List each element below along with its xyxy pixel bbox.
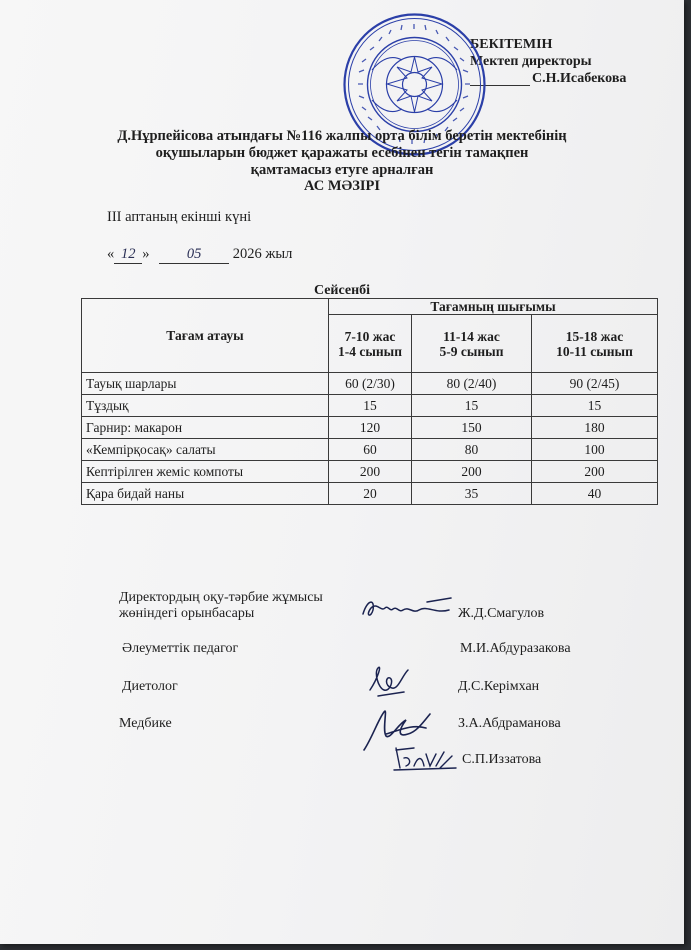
- dish-name: Гарнир: макарон: [82, 417, 329, 439]
- signatory-role-2: Әлеуметтік педагог: [122, 641, 239, 656]
- portion-value: 200: [329, 461, 412, 483]
- table-row: [82, 395, 658, 417]
- table-header-row: [82, 299, 658, 315]
- dish-name: «Кемпірқосақ» салаты: [82, 439, 329, 461]
- portion-value: 200: [412, 461, 532, 483]
- title-line-3: қамтамасыз етуге арналған: [250, 162, 434, 178]
- header-dish-name: Тағам атауы: [82, 299, 329, 373]
- header-age-group-2: 11-14 жас 5-9 сынып: [412, 315, 532, 373]
- week-label: ІІІ аптаның екінші күні: [107, 209, 252, 225]
- header-age-group-3: 15-18 жас 10-11 сынып: [532, 315, 658, 373]
- portion-value: 60: [329, 439, 412, 461]
- signatory-role-1-cont: жөніндегі орынбасары: [119, 606, 255, 621]
- title-line-4: АС МӘЗІРІ: [303, 178, 381, 194]
- signatory-role-3: Диетолог: [122, 679, 178, 694]
- date-line: « 12 » 05 2026 жыл: [107, 246, 293, 262]
- portion-value: 100: [532, 439, 658, 461]
- table-row: [82, 417, 658, 439]
- weekday: Сейсенбі: [313, 283, 371, 298]
- portion-value: 60 (2/30): [329, 373, 412, 395]
- signatory-role-4: Медбике: [119, 716, 172, 731]
- signatory-name-2: М.И.Абдуразакова: [460, 641, 571, 656]
- table-row: [82, 373, 658, 395]
- date-month: 05: [159, 246, 229, 264]
- header-portion-yield: Тағамның шығымы: [329, 299, 658, 315]
- portion-value: 20: [329, 483, 412, 505]
- portion-value: 80 (2/40): [412, 373, 532, 395]
- portion-value: 200: [532, 461, 658, 483]
- portion-value: 80: [412, 439, 532, 461]
- signatory-name-4: З.А.Абдраманова: [458, 716, 561, 731]
- table-row: [82, 439, 658, 461]
- portion-value: 150: [412, 417, 532, 439]
- title-line-1: Д.Нұрпейісова атындағы №116 жалпы орта білім беретін мектебінің: [117, 128, 567, 144]
- signatory-name-5: С.П.Иззатова: [462, 752, 542, 767]
- date-year: 2026 жыл: [232, 246, 293, 262]
- signature-smagulov: [357, 590, 457, 626]
- portion-value: 180: [532, 417, 658, 439]
- table-row: [82, 461, 658, 483]
- dish-name: Қара бидай наны: [82, 483, 329, 505]
- date-day: 12: [114, 246, 142, 264]
- portion-value: 15: [532, 395, 658, 417]
- signatory-name-3: Д.С.Керімхан: [458, 679, 540, 694]
- dish-name: Кептірілген жеміс компоты: [82, 461, 329, 483]
- table-row: [82, 483, 658, 505]
- signatory-role-1: Директордың оқу-тәрбие жұмысы: [119, 590, 323, 605]
- approval-director-name: С.Н.Исабекова: [532, 71, 627, 86]
- signatory-name-1: Ж.Д.Смагулов: [458, 606, 545, 621]
- signature-izzatova: [390, 742, 460, 774]
- title-line-2: оқушыларын бюджет қаражаты есебінен тегін тамақпен: [155, 145, 529, 161]
- portion-value: 15: [412, 395, 532, 417]
- menu-table: [81, 298, 658, 505]
- portion-value: 15: [329, 395, 412, 417]
- dish-name: Тауық шарлары: [82, 373, 329, 395]
- portion-value: 40: [532, 483, 658, 505]
- approval-label: БЕКІТЕМІН: [470, 37, 553, 52]
- portion-value: 90 (2/45): [532, 373, 658, 395]
- dish-name: Тұздық: [82, 395, 329, 417]
- approval-position: Мектеп директоры: [470, 54, 592, 69]
- header-age-group-1: 7-10 жас 1-4 сынып: [329, 315, 412, 373]
- portion-value: 120: [329, 417, 412, 439]
- portion-value: 35: [412, 483, 532, 505]
